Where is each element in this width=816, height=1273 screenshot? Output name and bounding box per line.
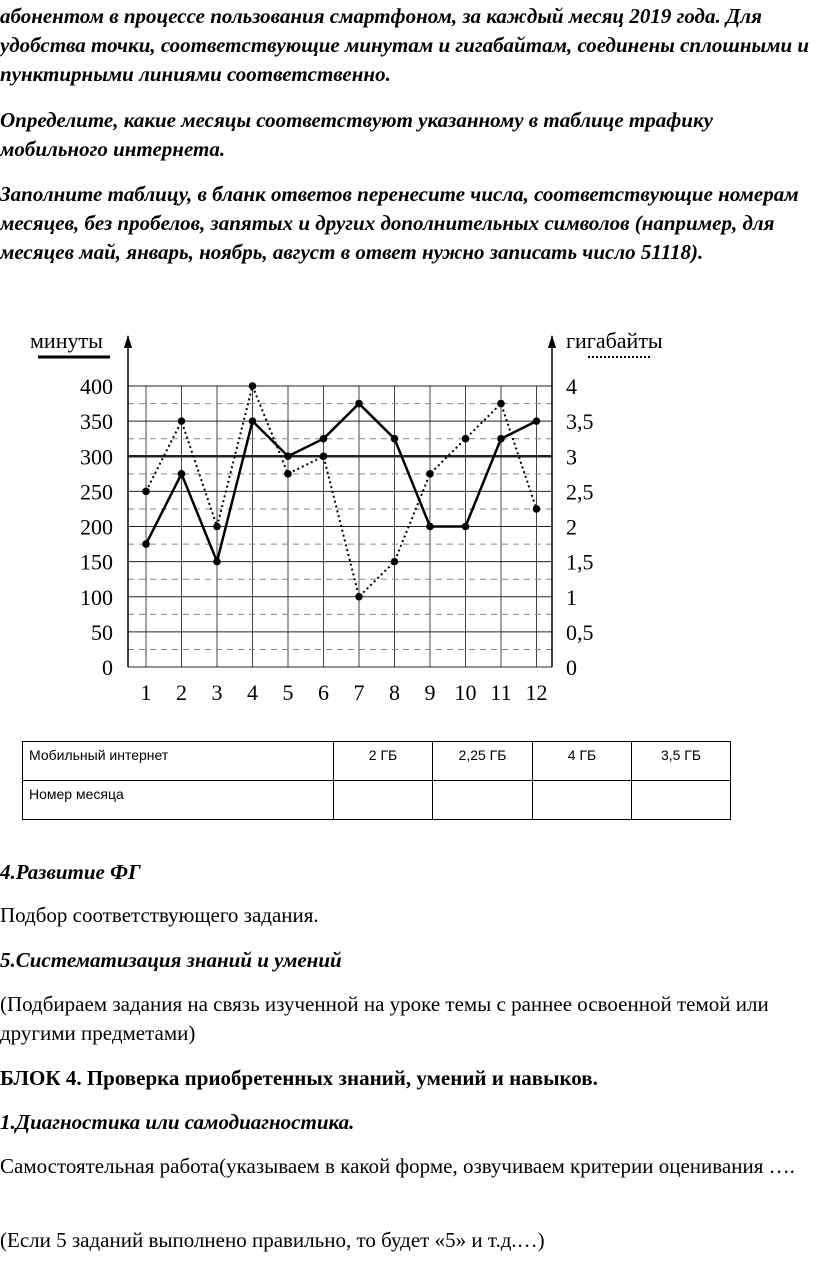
x-tick-label: 2 xyxy=(176,680,187,705)
x-tick-label: 3 xyxy=(211,680,223,705)
gigabytes-data-point xyxy=(497,400,505,408)
gigabytes-data-point xyxy=(320,452,328,460)
intro-paragraph-1: абонентом в процессе пользования смартфоном, за каждый месяц 2019 года. Для удобства точки, соответствующие минутам и гигабайтам, соединены сплошными и пунктирными линиями соответственно. xyxy=(0,4,810,86)
section-text-5: (Подбираем задания на связь изученной на уроке темы с раннее освоенной темой или другими предметами) xyxy=(0,992,769,1045)
answer-table xyxy=(22,741,731,820)
x-tick-label: 5 xyxy=(282,680,294,705)
minutes-data-point xyxy=(178,470,186,478)
gigabytes-data-point xyxy=(462,435,470,443)
right-tick-label: 4 xyxy=(566,374,577,399)
left-tick-label: 300 xyxy=(80,444,113,470)
table-cell-value: 2,25 ГБ xyxy=(433,742,533,781)
right-tick-label: 1,5 xyxy=(566,549,594,575)
minutes-data-point xyxy=(462,523,470,531)
left-tick-label: 350 xyxy=(80,409,113,435)
minutes-data-point xyxy=(355,400,363,408)
section-heading-1: 1.Диагностика или самодиагностика. xyxy=(0,1110,355,1134)
gigabytes-data-point xyxy=(213,523,221,531)
minutes-data-point xyxy=(497,435,505,443)
minutes-data-point xyxy=(142,540,150,548)
left-axis-arrow xyxy=(124,335,132,348)
table-cell-value: 4 ГБ xyxy=(533,742,632,781)
right-tick-label: 1 xyxy=(566,584,577,610)
x-tick-label: 11 xyxy=(490,680,512,705)
table-cell-value: 2 ГБ xyxy=(334,742,433,781)
left-tick-label: 100 xyxy=(80,584,113,610)
block-4-heading: БЛОК 4. Проверка приобретенных знаний, умений и навыков. xyxy=(0,1066,598,1090)
minutes-data-point xyxy=(426,523,434,531)
x-tick-label: 8 xyxy=(389,680,400,705)
answer-cell[interactable] xyxy=(632,781,731,820)
chart-grid xyxy=(128,386,552,667)
x-tick-label: 9 xyxy=(424,680,436,705)
right-axis-label: гигабайты xyxy=(566,328,663,353)
answer-cell[interactable] xyxy=(533,781,632,820)
chart-axes xyxy=(38,335,652,667)
right-tick-label: 0,5 xyxy=(566,619,594,645)
left-tick-label: 250 xyxy=(80,479,113,505)
intro-paragraph-2: Определите, какие месяцы соответствуют указанному в таблице трафику мобильного интернета. xyxy=(0,108,713,161)
x-tick-label: 4 xyxy=(247,680,258,705)
minutes-data-point xyxy=(213,558,221,566)
gigabytes-data-point xyxy=(178,417,186,425)
section-text-7: (Если 5 заданий выполнено правильно, то будет «5» и т.д.…) xyxy=(0,1228,545,1252)
section-text-6: Самостоятельная работа(указываем в какой форме, озвучиваем критерии оценивания …. xyxy=(0,1154,795,1178)
x-tick-label: 10 xyxy=(454,680,477,705)
answer-cell[interactable] xyxy=(433,781,533,820)
left-tick-label: 0 xyxy=(102,655,113,680)
gigabytes-data-point xyxy=(426,470,434,478)
table-cell-label: Номер месяца xyxy=(23,781,334,820)
left-tick-label: 200 xyxy=(80,514,113,540)
minutes-data-point xyxy=(249,417,257,425)
section-heading-5: 5.Систематизация знаний и умений xyxy=(0,948,342,972)
x-tick-label: 7 xyxy=(353,680,365,705)
minutes-data-point xyxy=(284,452,292,460)
chart-labels xyxy=(80,374,594,705)
minutes-gigabytes-chart xyxy=(0,322,700,707)
right-tick-label: 3 xyxy=(566,444,577,470)
section-text-4: Подбор соответствующего задания. xyxy=(0,903,319,927)
table-cell-label: Мобильный интернет xyxy=(23,742,334,781)
right-tick-label: 2 xyxy=(566,514,577,540)
answer-cell[interactable] xyxy=(334,781,433,820)
x-tick-label: 12 xyxy=(525,680,548,705)
gigabytes-data-point xyxy=(284,470,292,478)
intro-paragraph-3: Заполните таблицу, в бланк ответов перенесите числа, соответствующие номерам месяцев, без пробелов, запятых и других дополнительных символов (например, для месяцев май, январь, ноябрь, август в ответ нужно записать число 51118). xyxy=(0,182,799,264)
right-tick-label: 2,5 xyxy=(566,479,594,505)
table-row xyxy=(23,781,731,820)
minutes-data-point xyxy=(391,435,399,443)
minutes-data-point xyxy=(320,435,328,443)
x-tick-label: 1 xyxy=(140,680,152,705)
left-tick-label: 150 xyxy=(80,549,113,575)
gigabytes-data-point xyxy=(249,382,257,390)
gigabytes-data-point xyxy=(142,488,150,496)
left-axis-label: минуты xyxy=(30,328,103,353)
left-tick-label: 50 xyxy=(91,619,113,645)
x-tick-label: 6 xyxy=(318,680,329,705)
gigabytes-data-point xyxy=(355,593,363,601)
right-tick-label: 3,5 xyxy=(566,409,594,435)
table-row xyxy=(23,742,731,781)
right-tick-label: 0 xyxy=(566,655,577,680)
gigabytes-data-point xyxy=(533,505,541,513)
table-cell-value: 3,5 ГБ xyxy=(632,742,731,781)
right-axis-arrow xyxy=(548,335,556,348)
left-tick-label: 400 xyxy=(80,374,113,399)
section-heading-4: 4.Развитие ФГ xyxy=(0,860,141,884)
gigabytes-data-point xyxy=(391,558,399,566)
minutes-data-point xyxy=(533,417,541,425)
